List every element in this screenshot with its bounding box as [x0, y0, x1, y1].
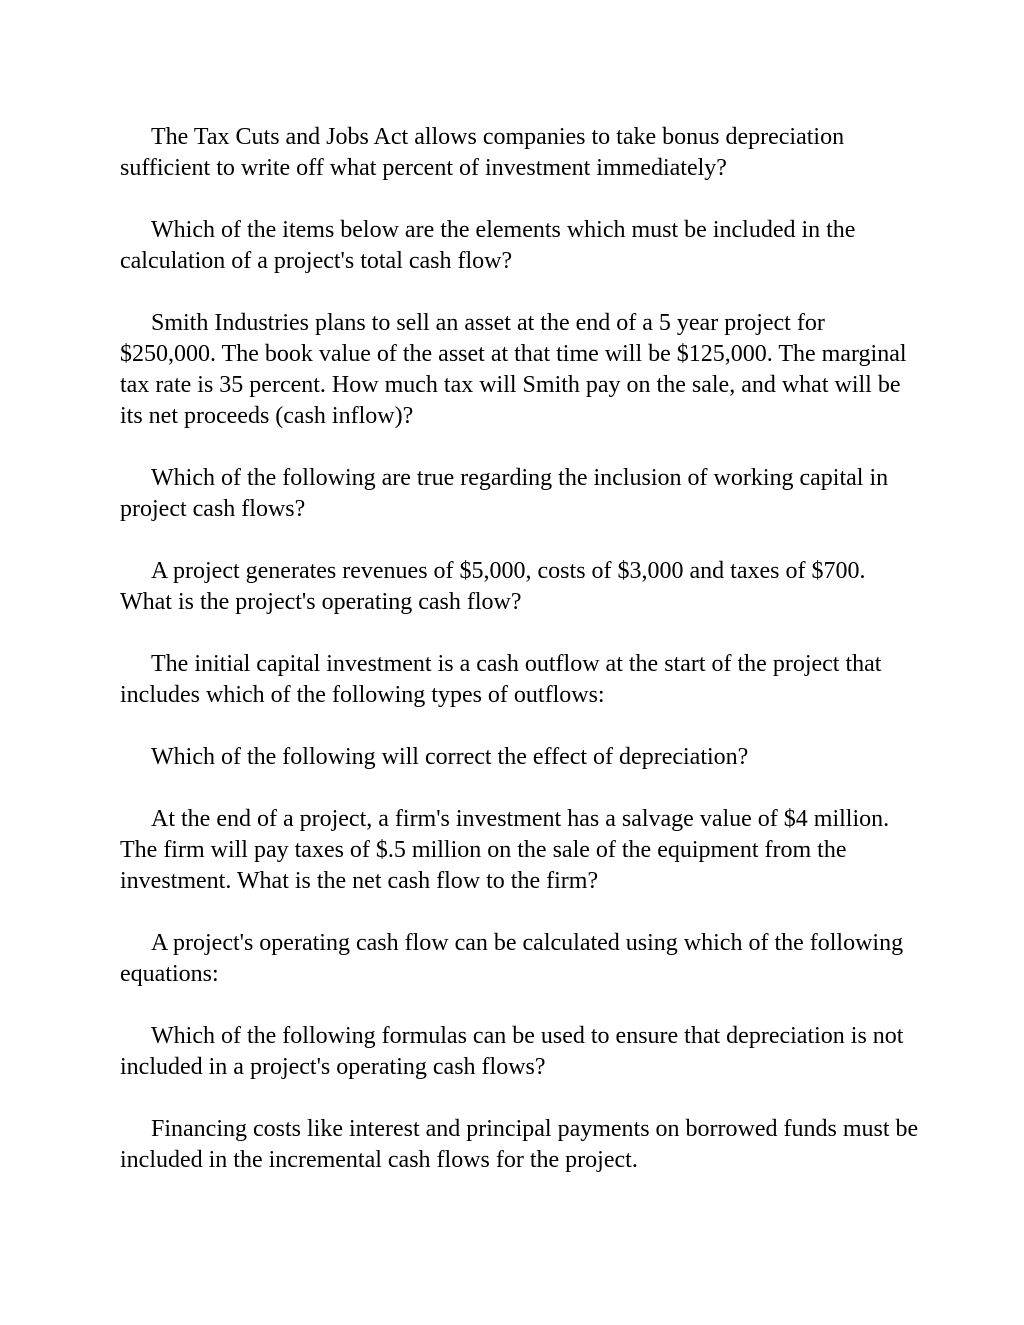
- question-paragraph-7: Which of the following will correct the effect of depreciation?: [151, 744, 749, 770]
- question-paragraph-11: Financing costs like interest and principal payments on borrowed funds must be included in the incremental cash flows for the project.: [120, 1116, 919, 1173]
- question-paragraph-8: At the end of a project, a firm's investment has a salvage value of $4 million. The firm will pay taxes of $.5 million on the sale of the equipment from the investment. What is the net cash flow to the firm?: [120, 806, 890, 894]
- question-paragraph-1: The Tax Cuts and Jobs Act allows companies to take bonus depreciation sufficient to write off what percent of investment immediately?: [120, 124, 845, 181]
- question-paragraph-9: A project's operating cash flow can be calculated using which of the following equations:: [120, 930, 904, 987]
- question-paragraph-3: Smith Industries plans to sell an asset at the end of a 5 year project for $250,000. The book value of the asset at that time will be $125,000. The marginal tax rate is 35 percent. How much tax will Smith pay on the sale, and what will be its net proceeds (cash inflow)?: [120, 310, 907, 429]
- document-page: [120, 122, 920, 1207]
- question-paragraph-5: A project generates revenues of $5,000, costs of $3,000 and taxes of $700. What is the project's operating cash flow?: [120, 558, 866, 615]
- question-paragraph-4: Which of the following are true regarding the inclusion of working capital in project cash flows?: [120, 465, 889, 522]
- question-paragraph-6: The initial capital investment is a cash outflow at the start of the project that includes which of the following types of outflows:: [120, 651, 882, 708]
- question-paragraph-10: Which of the following formulas can be used to ensure that depreciation is not included in a project's operating cash flows?: [120, 1023, 904, 1080]
- question-paragraph-2: Which of the items below are the elements which must be included in the calculation of a project's total cash flow?: [120, 217, 856, 274]
